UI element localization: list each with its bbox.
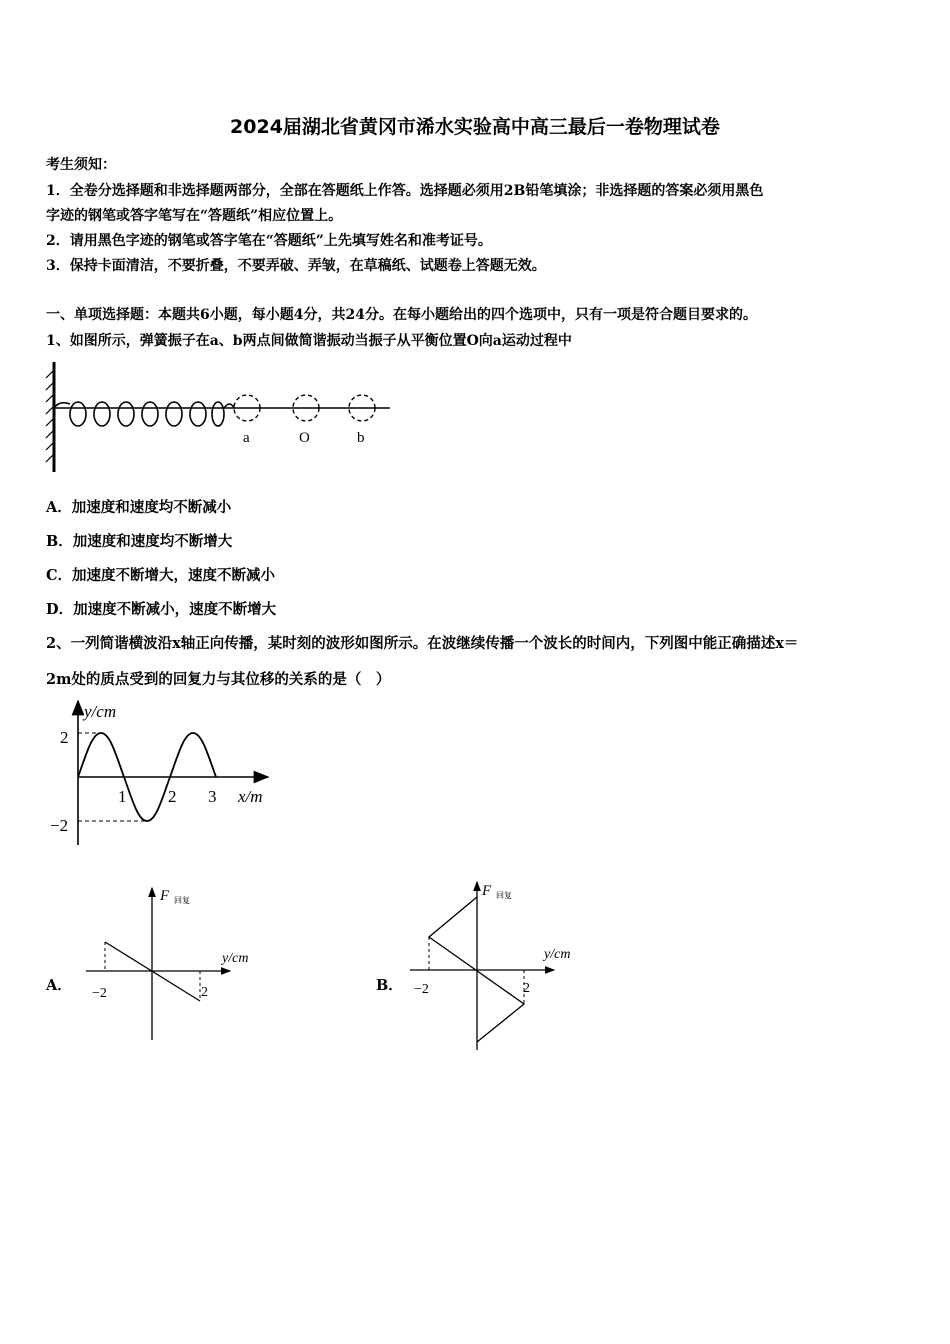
x-tick-1: 1: [118, 787, 127, 806]
q2-wave-figure: [40, 695, 290, 855]
y-tick-neg: −2: [50, 816, 69, 835]
x-tick-2: 2: [168, 787, 177, 806]
spring: [54, 402, 234, 426]
q2-option-b-letter: B．: [376, 977, 403, 994]
page-title: 2024届湖北省黄冈市浠水实验高中高三最后一卷物理试卷: [230, 116, 720, 138]
q1-option-c: C．加速度不断增大，速度不断减小: [46, 567, 276, 584]
f-subscript: 回复: [174, 896, 190, 905]
tick-neg: −2: [92, 986, 107, 1001]
q1-option-d: D．加速度不断减小，速度不断增大: [46, 601, 277, 618]
q1-spring-figure: [40, 360, 400, 480]
y-axis-label: y/cm: [84, 702, 117, 721]
notice-line-1: 1．全卷分选择题和非选择题两部分，全部在答题纸上作答。选择题必须用2B铅笔填涂；非选择题的答案必须用黑色: [46, 183, 764, 199]
q2-option-a-graph: [80, 880, 280, 1045]
notice-heading: 考生须知：: [46, 157, 116, 173]
notice-line-4: 3．保持卡面清洁，不要折叠，不要弄破、弄皱，在草稿纸、试题卷上答题无效。: [46, 258, 546, 274]
notice-line-2: 字迹的钢笔或答字笔写在“答题纸”相应位置上。: [46, 208, 343, 224]
section-heading: 一、单项选择题：本题共6小题，每小题4分，共24分。在每小题给出的四个选项中，只有一项是符合题目要求的。: [46, 307, 757, 323]
label-b: b: [357, 430, 365, 446]
q2-stem-line-2: 2m处的质点受到的回复力与其位移的关系的是（ ）: [46, 671, 391, 688]
tick-pos: 2: [523, 981, 530, 996]
label-o: O: [299, 430, 310, 446]
q2-option-a-letter: A．: [46, 977, 72, 994]
f-subscript: 回复: [496, 891, 512, 900]
q2-option-b-graph: [404, 878, 604, 1058]
x-tick-3: 3: [208, 787, 217, 806]
q2-stem-line-1: 2、一列简谐横波沿x轴正向传播，某时刻的波形如图所示。在波继续传播一个波长的时间内，下列图中能正确描述x＝: [46, 635, 799, 652]
y-label: y/cm: [544, 947, 571, 962]
y-label: y/cm: [222, 951, 249, 966]
label-a: a: [243, 430, 250, 446]
tick-pos: 2: [201, 985, 208, 1000]
q1-stem: 1、如图所示，弹簧振子在a、b两点间做简谐振动当振子从平衡位置O向a运动过程中: [46, 333, 572, 349]
tick-neg: −2: [414, 982, 429, 997]
notice-line-3: 2．请用黑色字迹的钢笔或答字笔在“答题纸”上先填写姓名和准考证号。: [46, 233, 492, 249]
y-tick-pos: 2: [60, 728, 69, 747]
q1-option-a: A．加速度和速度均不断减小: [46, 499, 232, 516]
x-axis-label: x/m: [238, 787, 263, 806]
f-label: F: [160, 888, 170, 904]
f-label: F: [482, 883, 492, 899]
q1-option-b: B．加速度和速度均不断增大: [46, 533, 233, 550]
